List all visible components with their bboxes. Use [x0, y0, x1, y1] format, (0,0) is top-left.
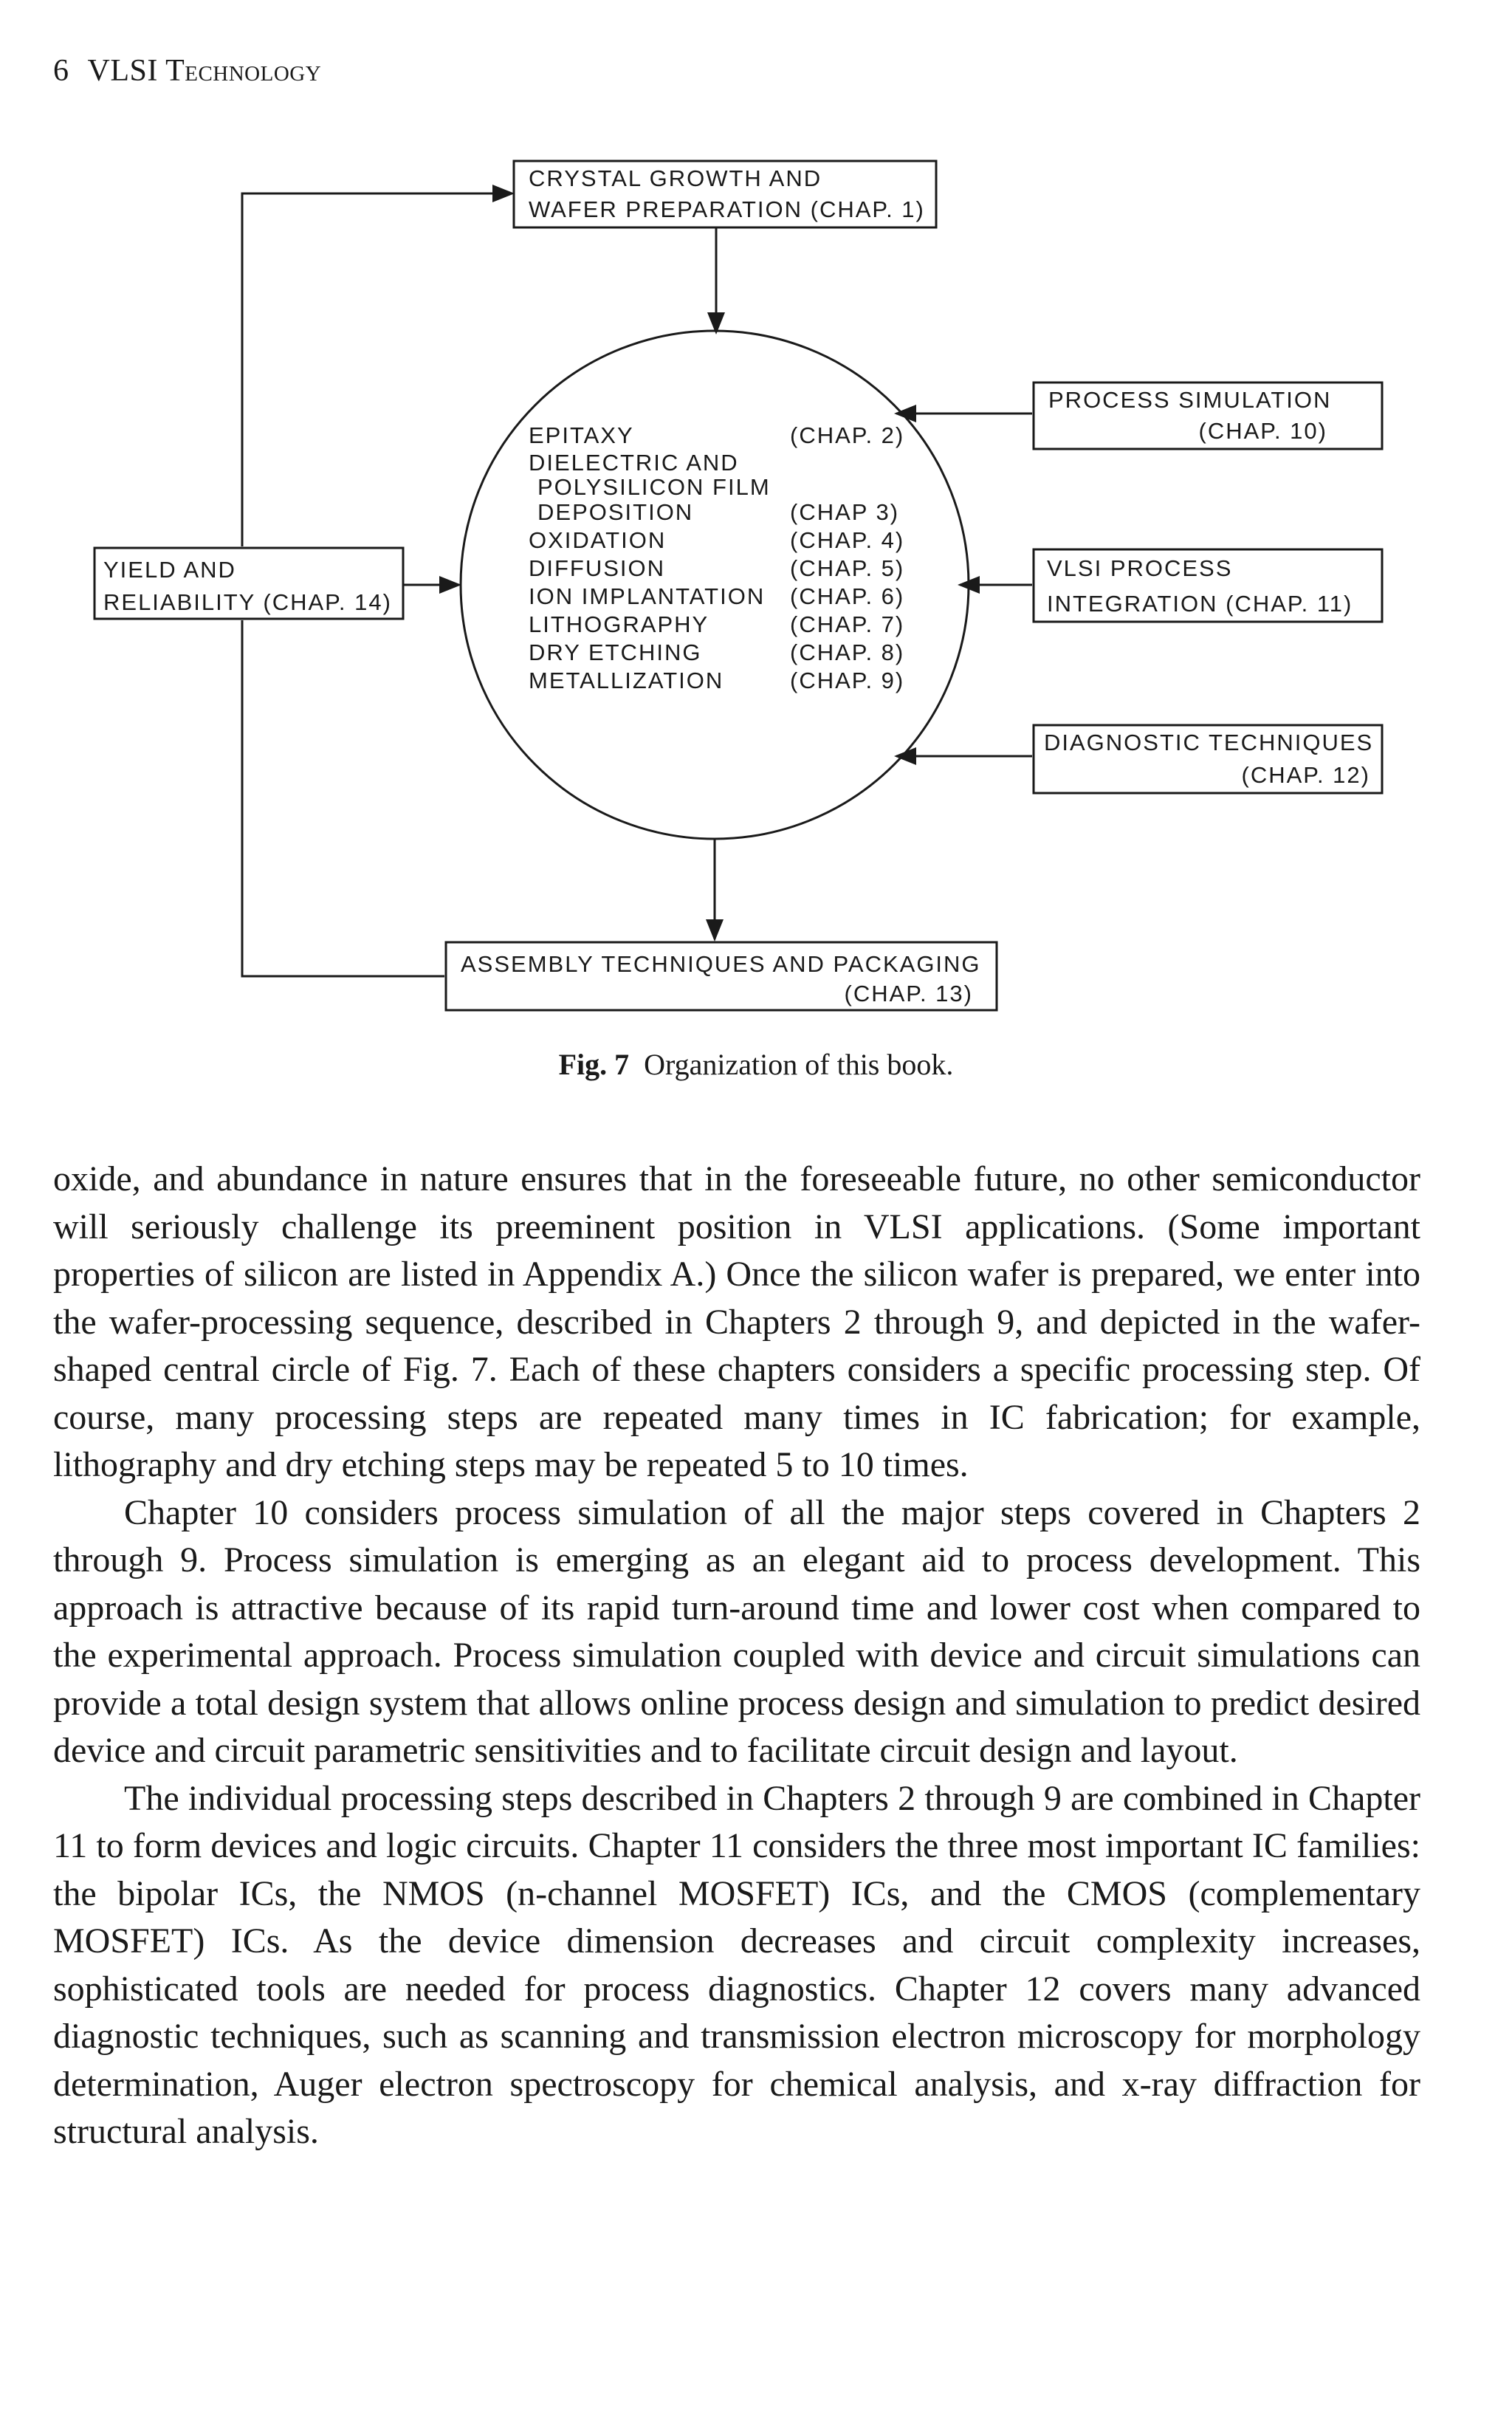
- step-label: ION IMPLANTATION: [529, 583, 766, 609]
- assembly-line-1: ASSEMBLY TECHNIQUES AND PACKAGING: [461, 951, 981, 977]
- paragraph-1: oxide, and abundance in nature ensures that in the foreseeable future, no other semiconductor will seriously challenge its preeminent position in VLSI applications. (Some important properties of silicon are listed in Appendix A.) Once the silicon wafer is prepared, we enter into the wafer-processing sequence, described in Chapters 2 through 9, and depicted in the wafer-shaped central circle of Fig. 7. Each of these chapters considers a specific processing step. Of course, many processing steps are repeated many times in IC fabrication; for example, lithography and dry etching steps may be repeated 5 to 10 times.: [53, 1159, 1420, 1484]
- step-chapter: (CHAP. 8): [790, 639, 905, 665]
- yield-line-1: YIELD AND: [103, 557, 236, 583]
- step-label: DIFFUSION: [529, 555, 666, 581]
- running-title: VLSI Technology: [87, 54, 322, 88]
- process-simulation-line-2: (CHAP. 10): [1198, 418, 1327, 444]
- process-integration-line-2: INTEGRATION (CHAP. 11): [1047, 591, 1353, 617]
- figure-caption: [0, 1047, 1512, 1082]
- book-organization-diagram: [0, 0, 1512, 1049]
- step-label: DRY ETCHING: [529, 639, 702, 665]
- diagnostic-line-2: (CHAP. 12): [1241, 762, 1370, 788]
- step-chapter: (CHAP. 2): [790, 422, 905, 448]
- paragraph-3: The individual processing steps described in Chapters 2 through 9 are combined in Chapter 11 to form devices and logic circuits. Chapter 11 considers the three most important IC families: the bipolar ICs, the NMOS (n-channel MOSFET) ICs, and the CMOS (complementary MOSFET) ICs. As the device dimension decreases and circuit complexity increases, sophisticated tools are needed for process diagnostics. Chapter 12 covers many advanced diagnostic techniques, such as scanning and transmission electron microscopy for morphology determination, Auger electron spectroscopy for chemical analysis, and x-ray diffraction for structural analysis.: [53, 1778, 1420, 2151]
- figure-label: Fig. 7: [558, 1048, 630, 1081]
- step-chapter: (CHAP 3): [790, 499, 900, 525]
- step-chapter: (CHAP. 6): [790, 583, 905, 609]
- process-simulation-line-1: PROCESS SIMULATION: [1048, 387, 1332, 413]
- yield-line-2: RELIABILITY (CHAP. 14): [103, 589, 392, 615]
- step-label: DEPOSITION: [537, 499, 694, 525]
- crystal-growth-line-2: WAFER PREPARATION (CHAP. 1): [529, 196, 925, 222]
- step-label: DIELECTRIC AND: [529, 450, 739, 476]
- assembly-line-2: (CHAP. 13): [844, 981, 973, 1006]
- body-text: [53, 1156, 1420, 2156]
- step-chapter: (CHAP. 9): [790, 668, 905, 693]
- step-chapter: (CHAP. 4): [790, 527, 905, 553]
- step-label: OXIDATION: [529, 527, 667, 553]
- step-chapter: (CHAP. 7): [790, 611, 905, 637]
- figure-caption-text: Organization of this book.: [644, 1048, 954, 1081]
- diagnostic-line-1: DIAGNOSTIC TECHNIQUES: [1044, 730, 1374, 755]
- paragraph-2: Chapter 10 considers process simulation of all the major steps covered in Chapters 2 through 9. Process simulation is emerging as an elegant aid to process development. This approach is attractive because of its rapid turn-around time and lower cost when compared to the experimental approach. Process simulation coupled with device and circuit simulations can provide a total design system that allows online process design and simulation to predict desired device and circuit parametric sensitivities and to facilitate circuit design and layout.: [53, 1492, 1420, 1770]
- crystal-growth-line-1: CRYSTAL GROWTH AND: [529, 165, 822, 191]
- step-label: POLYSILICON FILM: [537, 474, 771, 500]
- step-chapter: (CHAP. 5): [790, 555, 905, 581]
- page-number: 6: [53, 54, 69, 88]
- step-label: EPITAXY: [529, 422, 634, 448]
- process-step-list: [529, 422, 904, 693]
- process-integration-line-1: VLSI PROCESS: [1047, 555, 1233, 581]
- step-label: LITHOGRAPHY: [529, 611, 709, 637]
- loop-left-to-top: [242, 193, 512, 546]
- loop-bottom-to-left: [242, 620, 444, 976]
- step-label: METALLIZATION: [529, 668, 724, 693]
